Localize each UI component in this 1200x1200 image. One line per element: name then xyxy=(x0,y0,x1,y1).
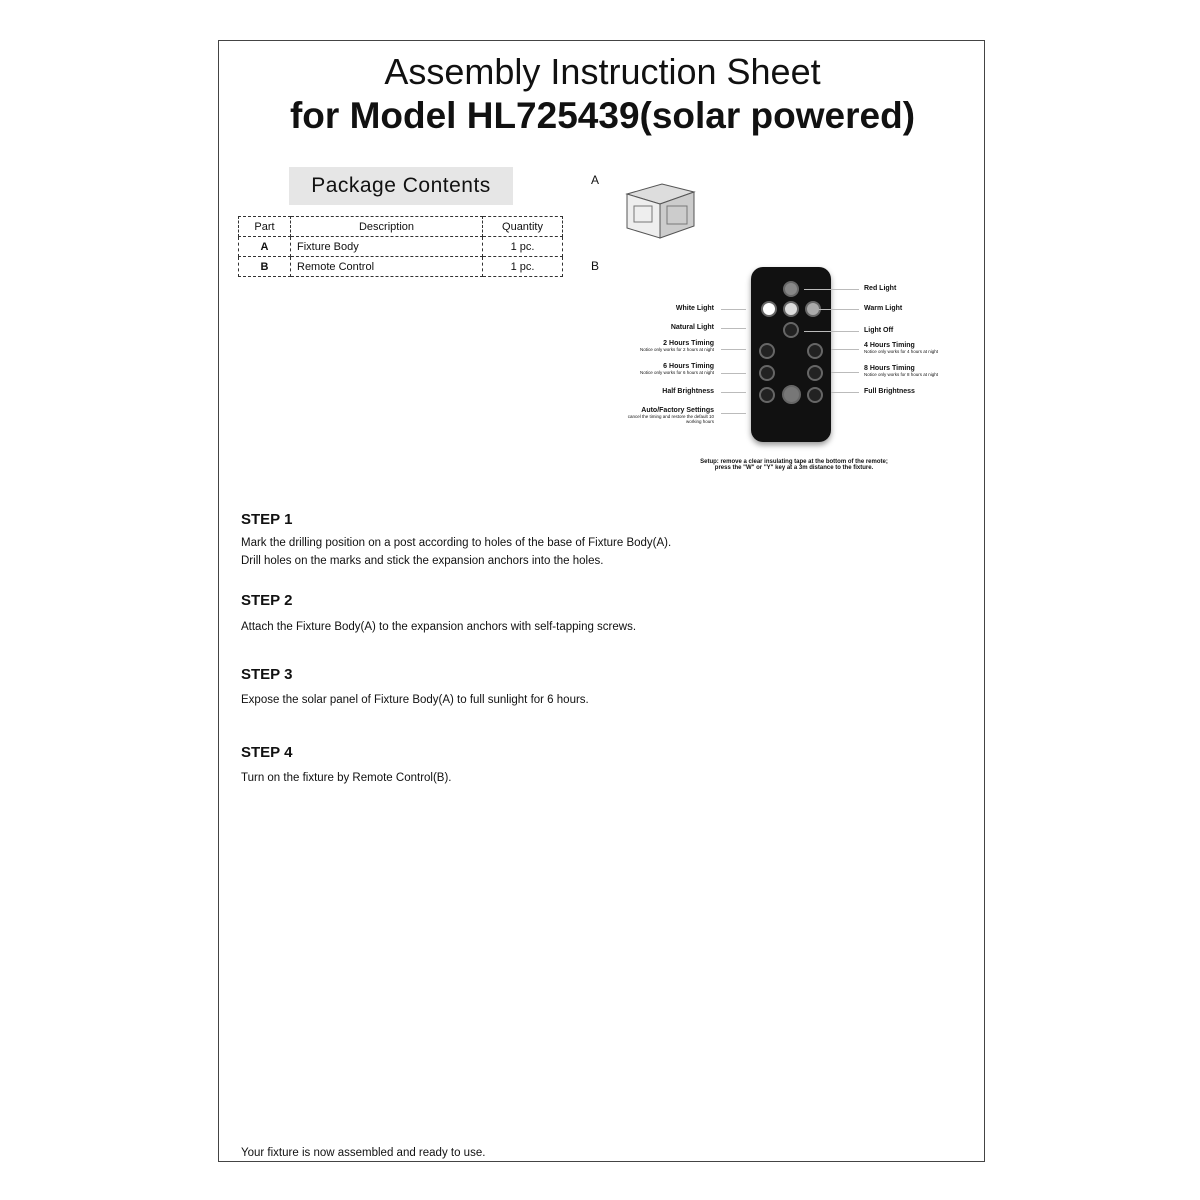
cell-description: Fixture Body xyxy=(291,237,483,257)
header-part: Part xyxy=(239,217,291,237)
cell-quantity: 1 pc. xyxy=(483,237,563,257)
cell-description: Remote Control xyxy=(291,257,483,277)
half-brightness-button xyxy=(759,387,775,403)
remote-label: Light Off xyxy=(864,327,894,334)
fixture-body-image xyxy=(622,176,697,246)
remote-label: Natural Light xyxy=(670,324,714,331)
remote-label: 6 Hours Timing Notice only works for 6 hours at night xyxy=(639,363,714,375)
red-light-button xyxy=(783,281,799,297)
footer-note: Your fixture is now assembled and ready to use. xyxy=(241,1147,486,1159)
cell-quantity: 1 pc. xyxy=(483,257,563,277)
instruction-sheet xyxy=(218,40,985,1162)
header-quantity: Quantity xyxy=(483,217,563,237)
timer-6h-button xyxy=(759,365,775,381)
remote-control-image xyxy=(751,267,831,442)
table-row xyxy=(239,257,563,277)
remote-label: Half Brightness xyxy=(662,388,714,395)
table-row xyxy=(239,237,563,257)
light-off-button xyxy=(783,322,799,338)
timer-4h-button xyxy=(807,343,823,359)
package-contents-table xyxy=(238,216,563,277)
cell-part: A xyxy=(239,237,291,257)
remote-label: Red Light xyxy=(864,285,897,292)
full-brightness-button xyxy=(807,387,823,403)
step-4-text: Turn on the fixture by Remote Control(B). xyxy=(241,772,452,784)
natural-light-button xyxy=(783,301,799,317)
package-contents-heading: Package Contents xyxy=(289,167,513,205)
remote-label: 8 Hours Timing Notice only works for 8 hours at night xyxy=(864,365,939,377)
remote-label: Warm Light xyxy=(864,305,903,312)
title-line-1: Assembly Instruction Sheet xyxy=(384,51,821,92)
remote-label: Full Brightness xyxy=(864,388,915,395)
header-description: Description xyxy=(291,217,483,237)
step-2-title: STEP 2 xyxy=(241,592,293,609)
step-1-text: Mark the drilling position on a post according to holes of the base of Fixture Body(A). Drill holes on the marks and stick the expansion anchors into the holes. xyxy=(241,537,672,567)
remote-label: 2 Hours Timing Notice only works for 2 hours at night xyxy=(639,340,714,352)
timer-2h-button xyxy=(759,343,775,359)
figure-label-a: A xyxy=(591,173,600,187)
remote-label: Auto/Factory Settings cancel the timing and restore the default 10 working hours xyxy=(627,407,714,424)
step-3-text: Expose the solar panel of Fixture Body(A) to full sunlight for 6 hours. xyxy=(241,694,589,706)
table-header xyxy=(239,217,563,237)
cell-part: B xyxy=(239,257,291,277)
figure-label-b: B xyxy=(591,259,600,273)
step-2-text: Attach the Fixture Body(A) to the expansion anchors with self-tapping screws. xyxy=(241,621,637,633)
timer-8h-button xyxy=(807,365,823,381)
step-4-title: STEP 4 xyxy=(241,744,293,761)
auto-button xyxy=(782,385,801,404)
remote-setup-note: Setup: remove a clear insulating tape at the bottom of the remote; press the "W" or "Y" key at a 3m distance to the fixture. xyxy=(700,459,888,471)
remote-label: 4 Hours Timing Notice only works for 4 hours at night xyxy=(864,342,939,354)
white-light-button xyxy=(761,301,777,317)
title-line-2: for Model HL725439(solar powered) xyxy=(289,95,916,136)
step-3-title: STEP 3 xyxy=(241,666,293,683)
remote-label: White Light xyxy=(675,305,714,312)
step-1-title: STEP 1 xyxy=(241,511,293,528)
